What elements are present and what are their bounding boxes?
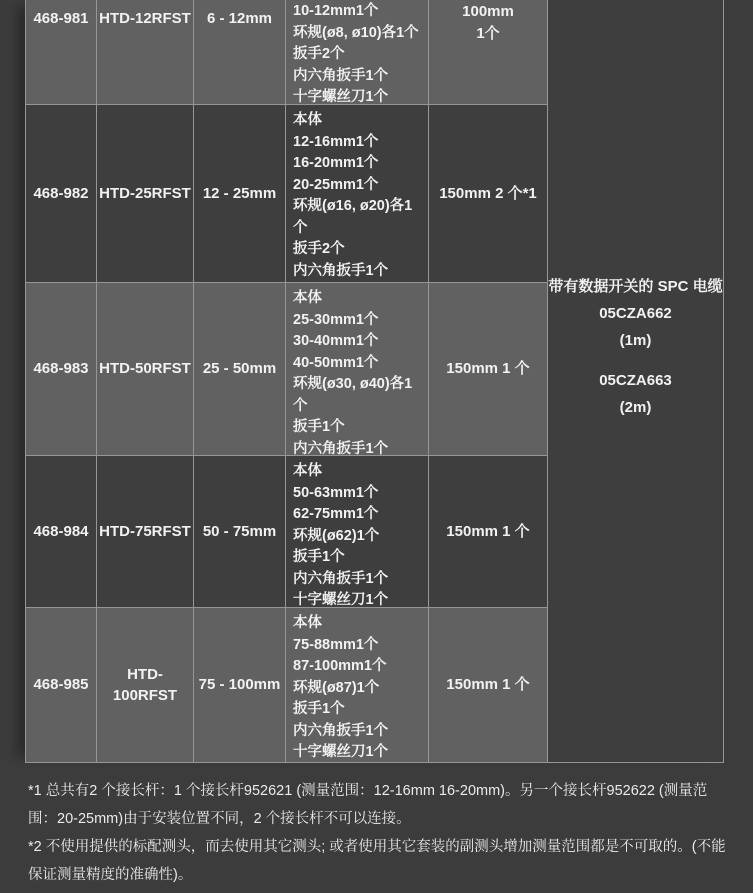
code-cell: 468-985 bbox=[26, 608, 97, 763]
content-line: 本体 bbox=[293, 615, 322, 631]
extension-line: 150mm 2 个*1 bbox=[439, 184, 537, 202]
content-line: 扳手1个 bbox=[293, 419, 345, 435]
spc-cable-info bbox=[548, 273, 722, 421]
content-line: 10-12mm1个 bbox=[293, 3, 379, 19]
content-line: 环规(ø30, ø40)各1个 bbox=[293, 376, 413, 414]
content-line: 扳手2个 bbox=[293, 46, 345, 62]
contents-cell bbox=[286, 105, 429, 283]
extension-line: 150mm 1 个 bbox=[446, 360, 530, 378]
range-cell: 50 - 75mm bbox=[194, 456, 286, 608]
model-cell: HTD-25RFST bbox=[97, 105, 194, 283]
footnotes bbox=[28, 777, 735, 889]
content-line: 75-88mm1个 bbox=[293, 636, 379, 653]
content-line: 本体 bbox=[293, 463, 322, 479]
content-line: 扳手2个 bbox=[293, 241, 345, 257]
extension-line: 150mm 1 个 bbox=[446, 676, 530, 694]
content-line: 本体 bbox=[293, 290, 322, 306]
content-line: 40-50mm1个 bbox=[293, 354, 379, 371]
content-line: 16-20mm1个 bbox=[293, 155, 379, 171]
content-line: 20-25mm1个 bbox=[293, 176, 379, 193]
content-line: 12-16mm1个 bbox=[293, 133, 379, 150]
product-spec-table bbox=[25, 0, 724, 763]
spc-cable-1-code: 05CZA662 bbox=[599, 305, 672, 322]
content-line: 62-75mm1个 bbox=[293, 506, 379, 522]
spc-cable-1-length: (1m) bbox=[619, 332, 652, 349]
content-line: 十字螺丝刀1个 bbox=[293, 89, 389, 105]
code-cell: 468-982 bbox=[26, 105, 97, 283]
extension-line: 100mm bbox=[462, 3, 514, 20]
content-line: 87-100mm1个 bbox=[293, 658, 387, 674]
model-cell: HTD-75RFST bbox=[97, 456, 194, 608]
extension-cell bbox=[429, 456, 548, 608]
spc-cable-title: 带有数据开关的 SPC 电缆 bbox=[548, 278, 723, 295]
content-line: 环规(ø62)1个 bbox=[293, 527, 380, 544]
model-cell: HTD-12RFST bbox=[97, 0, 194, 105]
model-cell: HTD-100RFST bbox=[97, 608, 194, 763]
footnote-1: *1 总共有2 个接长杆：1 个接长杆952621 (测量范围：12-16mm 16-20mm)。另一个接长杆952622 (测量范围：20-25mm)由于安装位置不同，2 个接长杆不可以连接。 bbox=[28, 783, 708, 827]
range-cell: 12 - 25mm bbox=[194, 105, 286, 283]
content-line: 环规(ø87)1个 bbox=[293, 679, 380, 696]
content-line: 30-40mm1个 bbox=[293, 333, 379, 349]
spc-cable-2-length: (2m) bbox=[619, 399, 652, 416]
extension-cell bbox=[429, 0, 548, 105]
code-cell: 468-984 bbox=[26, 456, 97, 608]
content-line: 十字螺丝刀1个 bbox=[293, 744, 389, 760]
contents-cell bbox=[286, 456, 429, 608]
content-line: 内六角扳手1个 bbox=[293, 570, 389, 587]
spc-cable-cell bbox=[548, 0, 724, 763]
content-line: 环规(ø8, ø10)各1个 bbox=[293, 24, 419, 41]
spacer bbox=[548, 354, 722, 367]
content-line: 内六角扳手1个 bbox=[293, 440, 389, 456]
content-line: 扳手1个 bbox=[293, 701, 345, 717]
content-line: 25-30mm1个 bbox=[293, 311, 379, 328]
content-line: 内六角扳手1个 bbox=[293, 722, 389, 739]
content-line: 环规(ø16, ø20)各1个 bbox=[293, 198, 413, 236]
content-line: 50-63mm1个 bbox=[293, 484, 379, 501]
content-line: 内六角扳手1个 bbox=[293, 262, 389, 279]
content-line: 内六角扳手1个 bbox=[293, 67, 389, 84]
content-line: 扳手1个 bbox=[293, 549, 345, 565]
range-cell: 6 - 12mm bbox=[194, 0, 286, 105]
spc-cable-2-code: 05CZA663 bbox=[599, 372, 672, 389]
extension-cell bbox=[429, 608, 548, 763]
contents-cell bbox=[286, 608, 429, 763]
footnote-2: *2 不使用提供的标配测头，而去使用其它测头; 或者使用其它套装的副测头增加测量范围都是不可取的。(不能保证测量精度的准确性)。 bbox=[28, 839, 726, 883]
extension-line: 1个 bbox=[476, 24, 500, 42]
extension-cell bbox=[429, 283, 548, 456]
range-cell: 25 - 50mm bbox=[194, 283, 286, 456]
contents-cell bbox=[286, 283, 429, 456]
model-cell: HTD-50RFST bbox=[97, 283, 194, 456]
contents-cell bbox=[286, 0, 429, 105]
code-cell: 468-983 bbox=[26, 283, 97, 456]
range-cell: 75 - 100mm bbox=[194, 608, 286, 763]
content-line: 本体 bbox=[293, 112, 322, 128]
extension-cell bbox=[429, 105, 548, 283]
extension-line: 150mm 1 个 bbox=[446, 522, 530, 540]
code-cell: 468-981 bbox=[26, 0, 97, 105]
content-line: 十字螺丝刀1个 bbox=[293, 592, 389, 608]
